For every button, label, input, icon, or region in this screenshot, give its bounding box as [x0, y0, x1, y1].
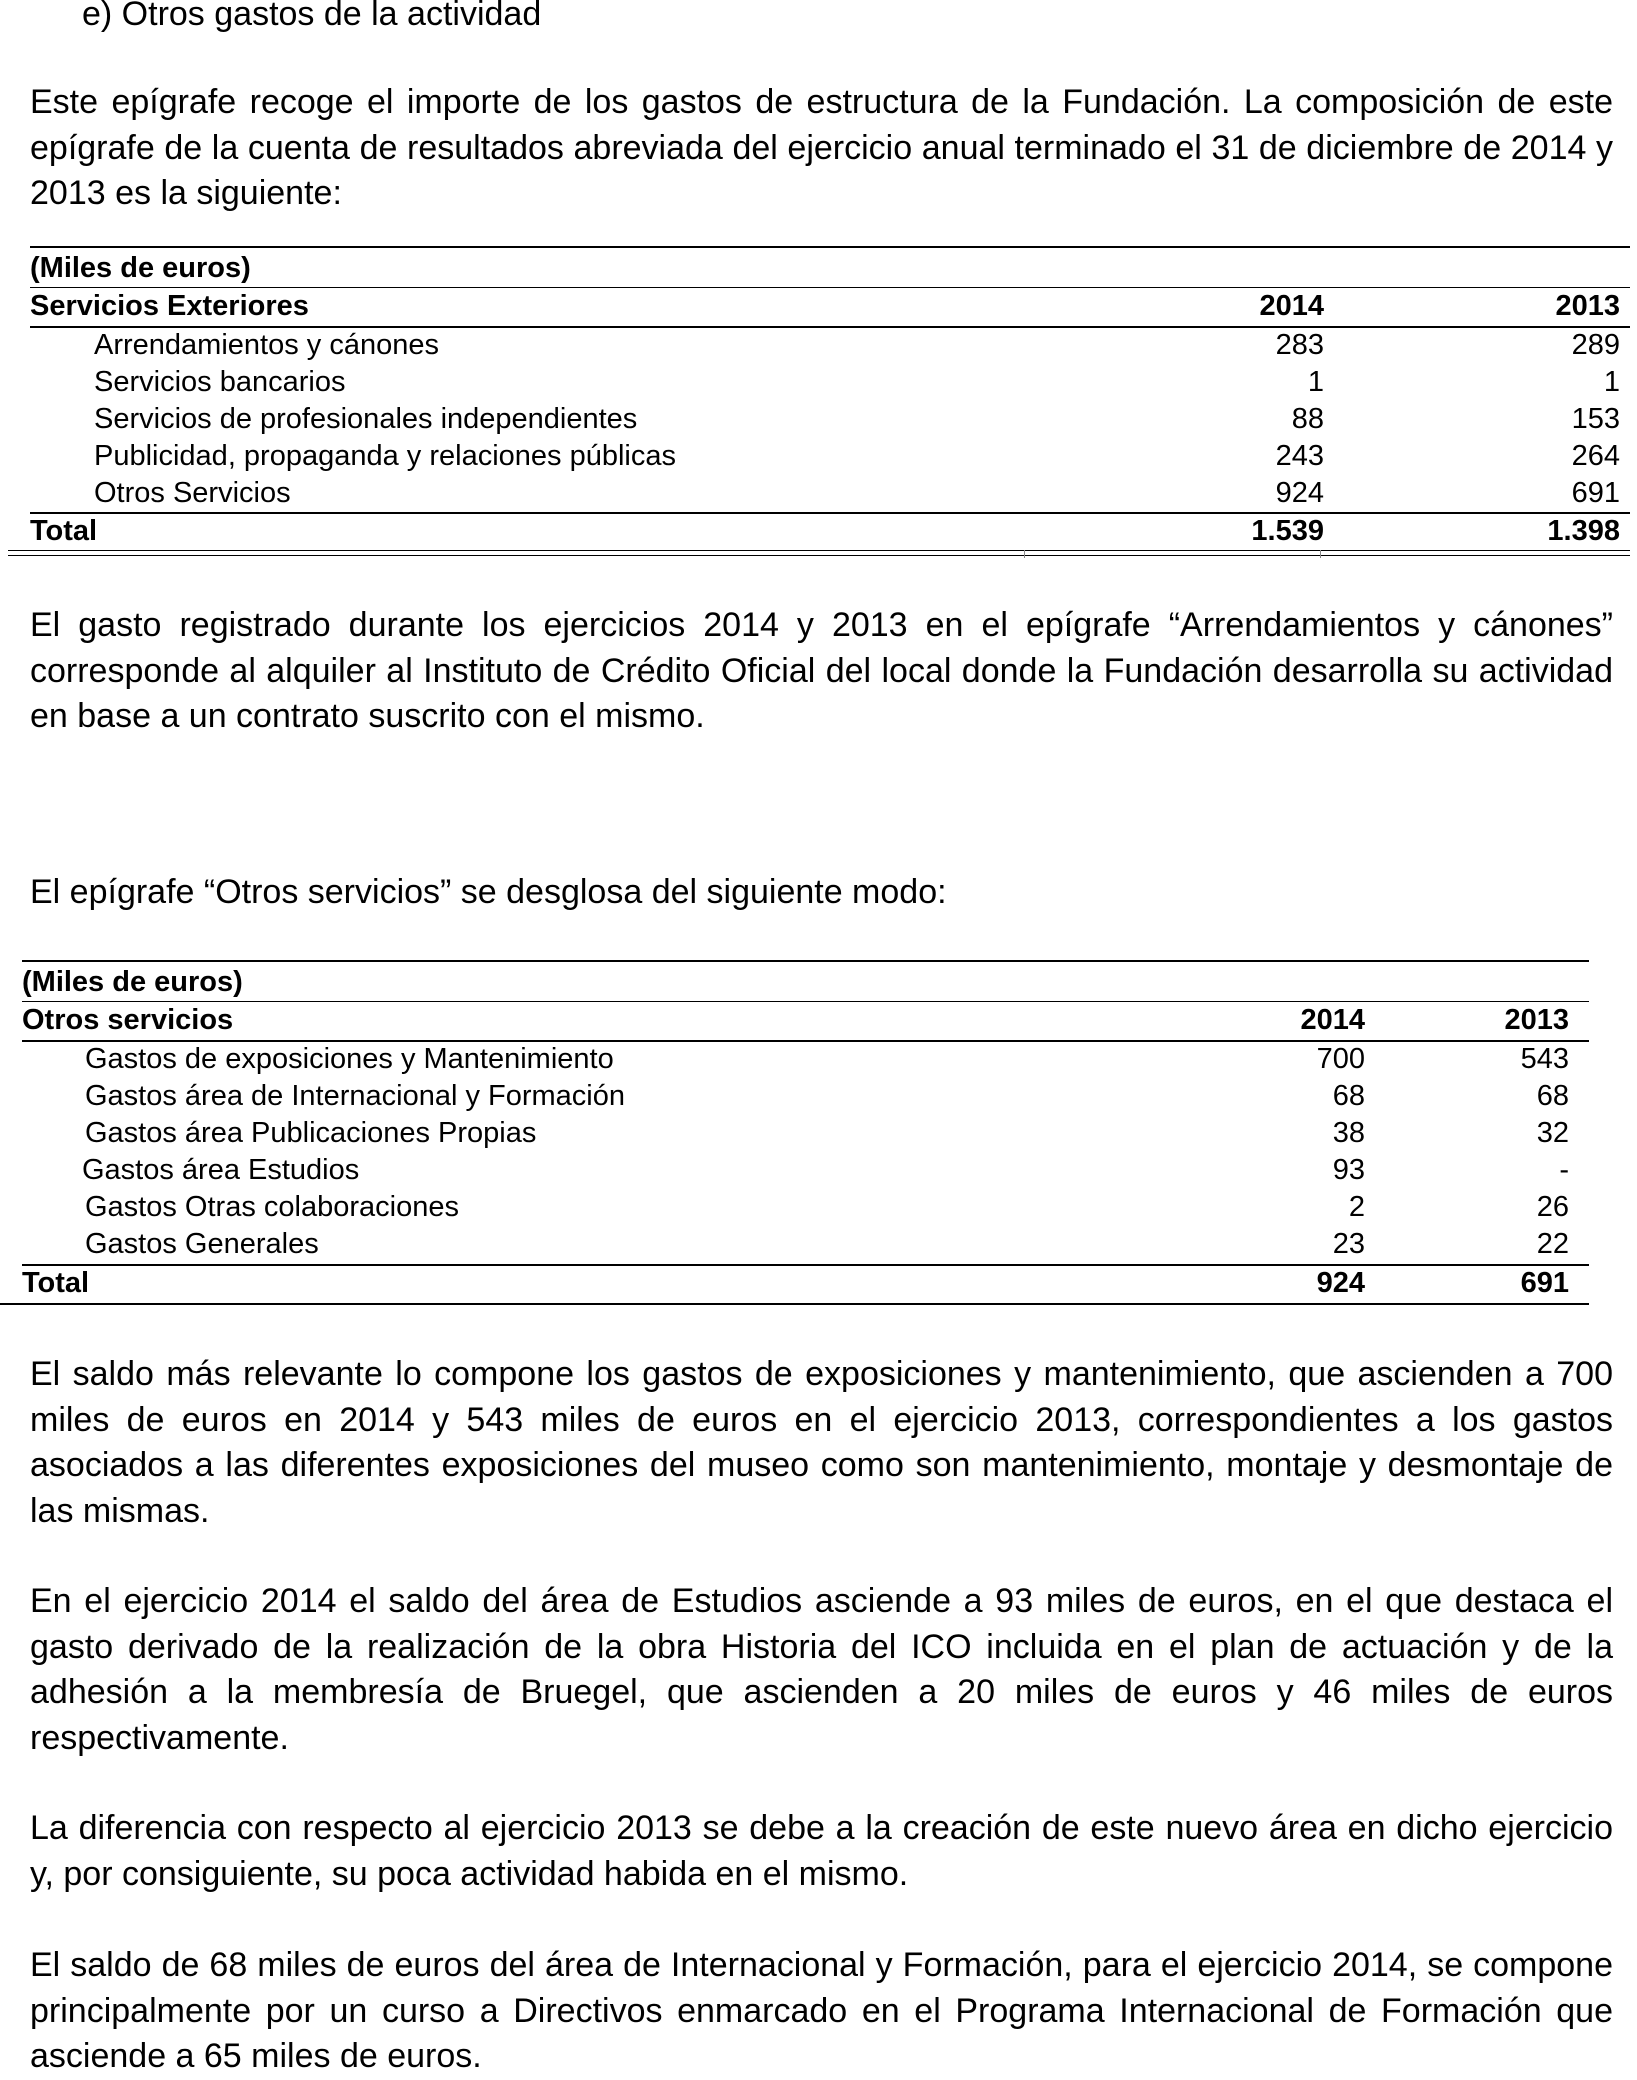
row-value-2013: - — [1559, 1154, 1569, 1186]
table-row — [8, 364, 1630, 401]
table-units-label: (Miles de euros) — [30, 252, 251, 284]
table-units-label: (Miles de euros) — [22, 966, 243, 998]
table-row — [0, 1078, 1589, 1115]
row-value-2014: 1 — [1307, 366, 1324, 398]
table-top-rule — [30, 246, 1630, 248]
paragraph-otros-servicios-intro: El epígrafe “Otros servicios” se desglosa del siguiente modo: — [30, 873, 947, 911]
row-value-2014: 88 — [1291, 403, 1324, 435]
row-label: Gastos de exposiciones y Mantenimiento — [85, 1043, 614, 1075]
table-header-2013: 2013 — [1504, 1004, 1569, 1036]
row-value-2014: 38 — [1332, 1117, 1365, 1149]
table-row — [8, 327, 1630, 364]
table-header-label: Otros servicios — [22, 1004, 234, 1036]
row-value-2013: 32 — [1536, 1117, 1569, 1149]
table-row — [8, 438, 1630, 475]
paragraph-internacional: El saldo de 68 miles de euros del área de Internacional y Formación, para el ejercicio 2014, se compone principalmente por un curso a Directivos enmarcado en el Programa Internacional de Formación que asciende a 65 miles de euros. — [30, 1946, 1613, 2075]
table-total-row — [0, 1265, 1589, 1302]
total-label: Total — [22, 1267, 90, 1299]
table-row — [0, 1226, 1589, 1263]
row-label: Arrendamientos y cánones — [94, 329, 439, 361]
row-value-2013: 289 — [1571, 329, 1620, 361]
table-header-row — [8, 288, 1630, 325]
row-value-2013: 264 — [1571, 440, 1620, 472]
table-units-row — [0, 964, 1589, 1001]
table-header-2014: 2014 — [1300, 1004, 1365, 1036]
table-header-label: Servicios Exteriores — [30, 290, 309, 322]
table-header-row — [0, 1002, 1589, 1039]
table-row — [0, 1152, 1589, 1189]
table-row — [0, 1115, 1589, 1152]
total-value-2014: 924 — [1316, 1267, 1365, 1299]
paragraph-diferencia: La diferencia con respecto al ejercicio 2013 se debe a la creación de este nuevo área en dicho ejercicio y, por consiguiente, su poca actividad habida en el mismo. — [30, 1809, 1613, 1893]
total-value-2013: 691 — [1520, 1267, 1569, 1299]
paragraph-exposiciones: El saldo más relevante lo compone los gastos de exposiciones y mantenimiento, que ascienden a 700 miles de euros en 2014 y 543 miles de euros en el ejercicio 2013, correspondientes a los gastos asociados a las diferentes exposiciones del museo como son mantenimiento, montaje y desmontaje de las mismas. — [30, 1355, 1613, 1530]
row-value-2014: 700 — [1316, 1043, 1365, 1075]
table-total-row — [8, 513, 1630, 550]
row-value-2014: 68 — [1332, 1080, 1365, 1112]
row-value-2013: 1 — [1603, 366, 1620, 398]
row-label: Gastos área Publicaciones Propias — [85, 1117, 537, 1149]
table-row — [0, 1189, 1589, 1226]
row-value-2014: 23 — [1332, 1228, 1365, 1260]
row-label: Publicidad, propaganda y relaciones públicas — [94, 440, 676, 472]
row-label: Otros Servicios — [94, 477, 291, 509]
table-row — [8, 401, 1630, 438]
row-value-2014: 2 — [1348, 1191, 1365, 1223]
table-bottom-rule — [0, 1303, 1589, 1305]
table-top-rule — [22, 960, 1589, 962]
row-value-2013: 68 — [1536, 1080, 1569, 1112]
table-double-rule — [8, 550, 1630, 556]
row-label: Gastos área de Internacional y Formación — [85, 1080, 625, 1112]
section-heading: e) Otros gastos de la actividad — [82, 0, 542, 33]
column-tick — [1024, 550, 1025, 558]
paragraph-arrendamientos: El gasto registrado durante los ejercicios 2014 y 2013 en el epígrafe “Arrendamientos y cánones” corresponde al alquiler al Instituto de Crédito Oficial del local donde la Fundación desarrolla su actividad en base a un contrato suscrito con el mismo. — [30, 606, 1613, 735]
column-tick — [1320, 550, 1321, 558]
row-value-2013: 26 — [1536, 1191, 1569, 1223]
row-label: Gastos área Estudios — [82, 1154, 360, 1186]
row-value-2013: 543 — [1520, 1043, 1569, 1075]
row-value-2014: 283 — [1275, 329, 1324, 361]
total-value-2013: 1.398 — [1547, 515, 1620, 547]
row-value-2014: 93 — [1332, 1154, 1365, 1186]
total-value-2014: 1.539 — [1251, 515, 1324, 547]
row-value-2013: 691 — [1571, 477, 1620, 509]
table-header-2014: 2014 — [1259, 290, 1324, 322]
row-value-2013: 22 — [1536, 1228, 1569, 1260]
row-value-2013: 153 — [1571, 403, 1620, 435]
table-otros-servicios — [0, 960, 1589, 1306]
table-servicios-exteriores — [8, 246, 1630, 562]
table-row — [0, 1041, 1589, 1078]
row-label: Servicios bancarios — [94, 366, 346, 398]
table-units-row — [8, 250, 1630, 287]
row-label: Servicios de profesionales independientes — [94, 403, 638, 435]
row-label: Gastos Otras colaboraciones — [85, 1191, 459, 1223]
paragraph-intro: Este epígrafe recoge el importe de los gastos de estructura de la Fundación. La composición de este epígrafe de la cuenta de resultados abreviada del ejercicio anual terminado el 31 de diciembre de 2014 y 2013 es la siguiente: — [30, 83, 1613, 212]
total-label: Total — [30, 515, 98, 547]
row-value-2014: 924 — [1275, 477, 1324, 509]
table-header-2013: 2013 — [1555, 290, 1620, 322]
table-row — [8, 475, 1630, 512]
paragraph-estudios: En el ejercicio 2014 el saldo del área de Estudios asciende a 93 miles de euros, en el que destaca el gasto derivado de la realización de la obra Historia del ICO incluida en el plan de actuación y de la adhesión a la membresía de Bruegel, que ascienden a 20 miles de euros y 46 miles de euros respectivamente. — [30, 1582, 1613, 1757]
row-value-2014: 243 — [1275, 440, 1324, 472]
row-label: Gastos Generales — [85, 1228, 319, 1260]
